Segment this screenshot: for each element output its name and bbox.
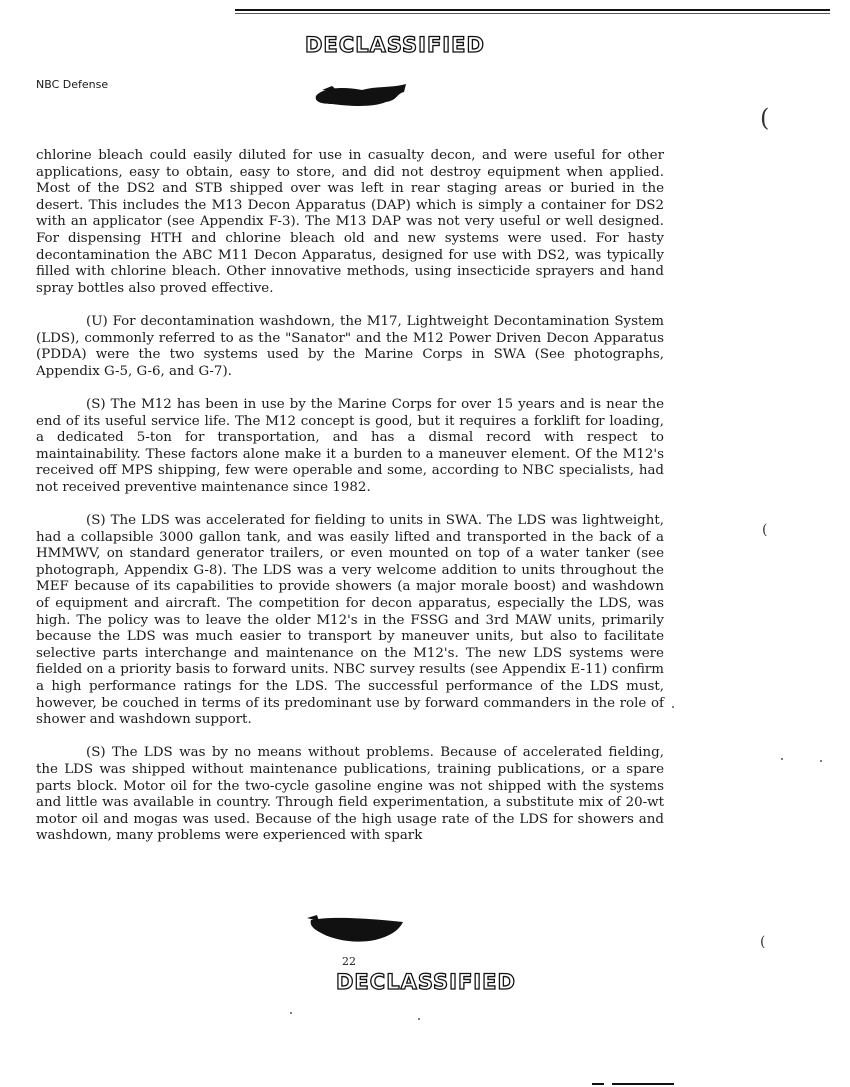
top-rule (235, 9, 830, 11)
bottom-rule-long (612, 1083, 674, 1085)
top-rule-thin (235, 13, 830, 14)
redaction-blot-top (312, 82, 412, 110)
running-header: NBC Defense (36, 78, 109, 91)
paragraph-4: (S) The LDS was accelerated for fielding to units in SWA. The LDS was lightweight, had a collapsible 3000 gallon tank, and was easily lifted and transported in the back of a HMMWV, on standard generator trailers, or even mounted on top of a water tanker (see photograph, Appendix G-8). The LDS was a very welcome addition to units throughout the MEF because of its capabilities to provide showers (a major morale boost) and washdown of equipment and aircraft. The competition for decon apparatus, especially the LDS, was high. The policy was to leave the older M12's in the FSSG and 3rd MAW units, primarily because the LDS was much easier to transport by maneuver units, but also to facilitate selective parts interchange and maintenance on the M12's. The new LDS systems were fielded on a priority basis to forward units. NBC survey results (see Appendix E-11) confirm a high performance ratings for the LDS. The successful performance of the LDS must, however, be couched in terms of its predominant use by forward commanders in the role of shower and washdown support. (36, 513, 664, 728)
margin-mark-1: ( (760, 104, 770, 132)
document-body (36, 148, 664, 862)
declassified-stamp-top: DECLASSIFIED (305, 33, 485, 57)
scan-speck (418, 1018, 420, 1020)
redaction-blot-bottom (305, 914, 407, 946)
scan-speck (820, 760, 822, 762)
paragraph-2: (U) For decontamination washdown, the M17, Lightweight Decontamination System (LDS), commonly referred to as the "Sanator" and the M12 Power Driven Decon Apparatus (PDDA) were the two systems used by the Marine Corps in SWA (See photographs, Appendix G-5, G-6, and G-7). (36, 313, 664, 379)
paragraph-5: (S) The LDS was by no means without problems. Because of accelerated fielding, the LDS was shipped without maintenance publications, training publications, or a spare parts block. Motor oil for the two-cycle gasoline engine was not shipped with the systems and little was available in country. Through field experimentation, a substitute mix of 20-wt motor oil and mogas was used. Because of the high usage rate of the LDS for showers and washdown, many problems were experienced with spark (36, 745, 664, 844)
paragraph-1: chlorine bleach could easily diluted for use in casualty decon, and were useful for other applications, easy to obtain, easy to store, and did not destroy equipment when applied. Most of the DS2 and STB shipped over was left in rear staging areas or buried in the desert. This includes the M13 Decon Apparatus (DAP) which is simply a container for DS2 with an applicator (see Appendix F-3). The M13 DAP was not very useful or well designed. For dispensing HTH and chlorine bleach old and new systems were used. For hasty decontamination the ABC M11 Decon Apparatus, designed for use with DS2, was typically filled with chlorine bleach. Other innovative methods, using insecticide sprayers and hand spray bottles also proved effective. (36, 148, 664, 296)
margin-mark-2: ( (762, 522, 768, 538)
margin-mark-3: ( (760, 934, 766, 950)
scan-speck (290, 1012, 292, 1014)
page-number: 22 (342, 955, 356, 968)
scan-speck (781, 758, 783, 760)
scan-speck (672, 706, 674, 708)
bottom-rule-short (592, 1083, 604, 1085)
declassified-stamp-bottom: DECLASSIFIED (336, 970, 516, 994)
paragraph-3: (S) The M12 has been in use by the Marine Corps for over 15 years and is near the end of its useful service life. The M12 concept is good, but it requires a forklift for loading, a dedicated 5-ton for transportation, and has a dismal record with respect to maintainability. These factors alone make it a burden to a maneuver element. Of the M12's received off MPS shipping, few were operable and some, according to NBC specialists, had not received preventive maintenance since 1982. (36, 396, 664, 495)
